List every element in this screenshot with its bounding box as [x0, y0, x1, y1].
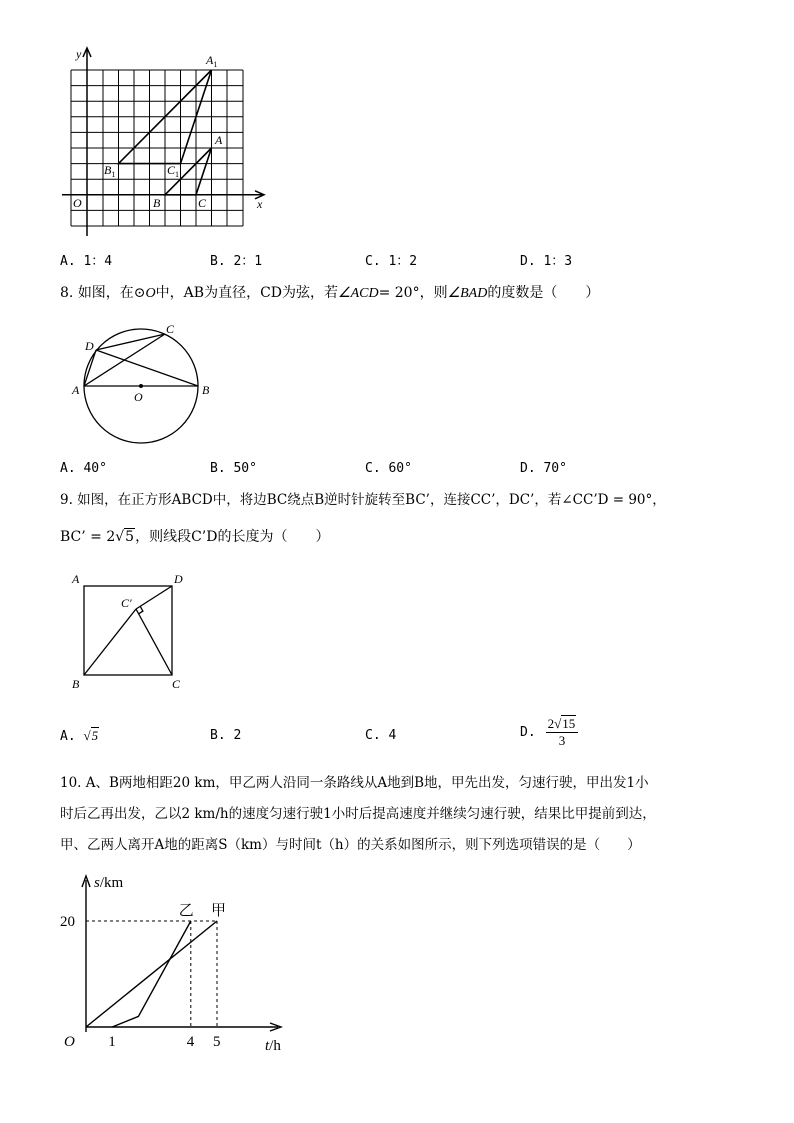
q10-x-axis-label: t/h	[265, 1038, 281, 1054]
q9-option-c[interactable]: C. 4	[365, 728, 397, 743]
q10-series-line-0	[86, 921, 217, 1027]
q10-x-tick-0: 1	[108, 1034, 116, 1050]
q8-chord-ad	[84, 350, 96, 386]
q7-x-label: x	[257, 197, 263, 211]
q10-y-tick-0: 20	[60, 914, 75, 930]
q9-segment-dcp	[136, 586, 172, 609]
q7-point-c1: $C_1$	[167, 163, 180, 179]
q10-x-tick-2: 5	[213, 1034, 221, 1050]
q7-option-a[interactable]: A. 1：4	[60, 254, 113, 269]
q8-option-c[interactable]: C. 60°	[365, 461, 412, 476]
q7-point-a1: $A_1$	[206, 53, 218, 69]
q7-y-label: y	[76, 47, 82, 61]
q10-question-line1: 10. A、B两地相距20 km，甲乙两人沿同一条路线从A地到B地，甲先出发，匀速行驶，甲出发1小	[60, 775, 649, 791]
q10-y-axis-label: s/km	[94, 875, 124, 891]
q10-question-line3: 甲、乙两人离开A地的距离S（km）与时间t（h）的关系如图所示，则下列选项错误的是（ ）	[60, 837, 641, 853]
q7-origin-label: O	[73, 196, 82, 210]
q9-label-d: D	[174, 572, 183, 586]
q9-segment-bcp	[84, 609, 136, 675]
q9-label-cprime: C′	[121, 596, 132, 610]
q10-series-label-0: 甲	[211, 903, 227, 919]
q7-option-c[interactable]: C. 1：2	[365, 254, 418, 269]
q7-option-b[interactable]: B. 2：1	[210, 254, 263, 269]
q8-circle-figure	[66, 318, 218, 450]
q8-question: 8. 如图，在⊙O中，AB为直径，CD为弦，若∠ACD= 20°，则∠BAD的度数是（ ）	[60, 285, 600, 301]
q9-option-a[interactable]: A. √5	[60, 728, 99, 744]
q8-option-d[interactable]: D. 70°	[520, 461, 567, 476]
q9-option-b[interactable]: B. 2	[210, 728, 242, 743]
q9-label-a: A	[72, 572, 80, 586]
q8-option-a[interactable]: A. 40°	[60, 461, 107, 476]
q9-segment-ccp	[136, 609, 172, 675]
q8-option-b[interactable]: B. 50°	[210, 461, 257, 476]
q10-question-line2: 时后乙再出发，乙以2 km/h的速度匀速行驶1小时后提高速度并继续匀速行驶，结果比甲提前到达，	[60, 806, 656, 822]
q7-option-d[interactable]: D. 1：3	[520, 254, 573, 269]
q7-grid-figure	[56, 42, 276, 242]
q9-option-d[interactable]: D. $\frac{2√15}{3}$	[520, 716, 578, 749]
q8-label-b: B	[202, 383, 210, 397]
q9-label-c: C	[172, 677, 181, 691]
q10-origin-label: O	[64, 1034, 75, 1050]
q10-series-label-1: 乙	[178, 903, 194, 919]
q9-question-line2: BC’ = 2√5，则线段C’D的长度为（ ）	[60, 529, 330, 545]
q8-chord-ac	[84, 334, 165, 386]
q9-label-b: B	[72, 677, 80, 691]
q7-point-c: C	[198, 196, 207, 210]
q8-label-c: C	[166, 322, 175, 336]
q7-point-a: A	[215, 133, 223, 147]
q8-label-o: O	[134, 390, 143, 404]
q9-square-figure	[66, 568, 196, 692]
q8-chord-cd	[96, 334, 165, 350]
q8-label-a: A	[72, 383, 80, 397]
q9-question-line1: 9. 如图，在正方形ABCD中，将边BC绕点B逆时针旋转至BC’，连接CC’，DC’，若∠CC’D = 90°，	[60, 492, 666, 508]
q7-point-b: B	[153, 196, 161, 210]
q7-point-b1: $B_1$	[104, 163, 116, 179]
q10-distance-time-chart	[56, 866, 306, 1058]
q10-x-tick-1: 4	[186, 1034, 195, 1050]
q8-label-d: D	[85, 339, 94, 353]
